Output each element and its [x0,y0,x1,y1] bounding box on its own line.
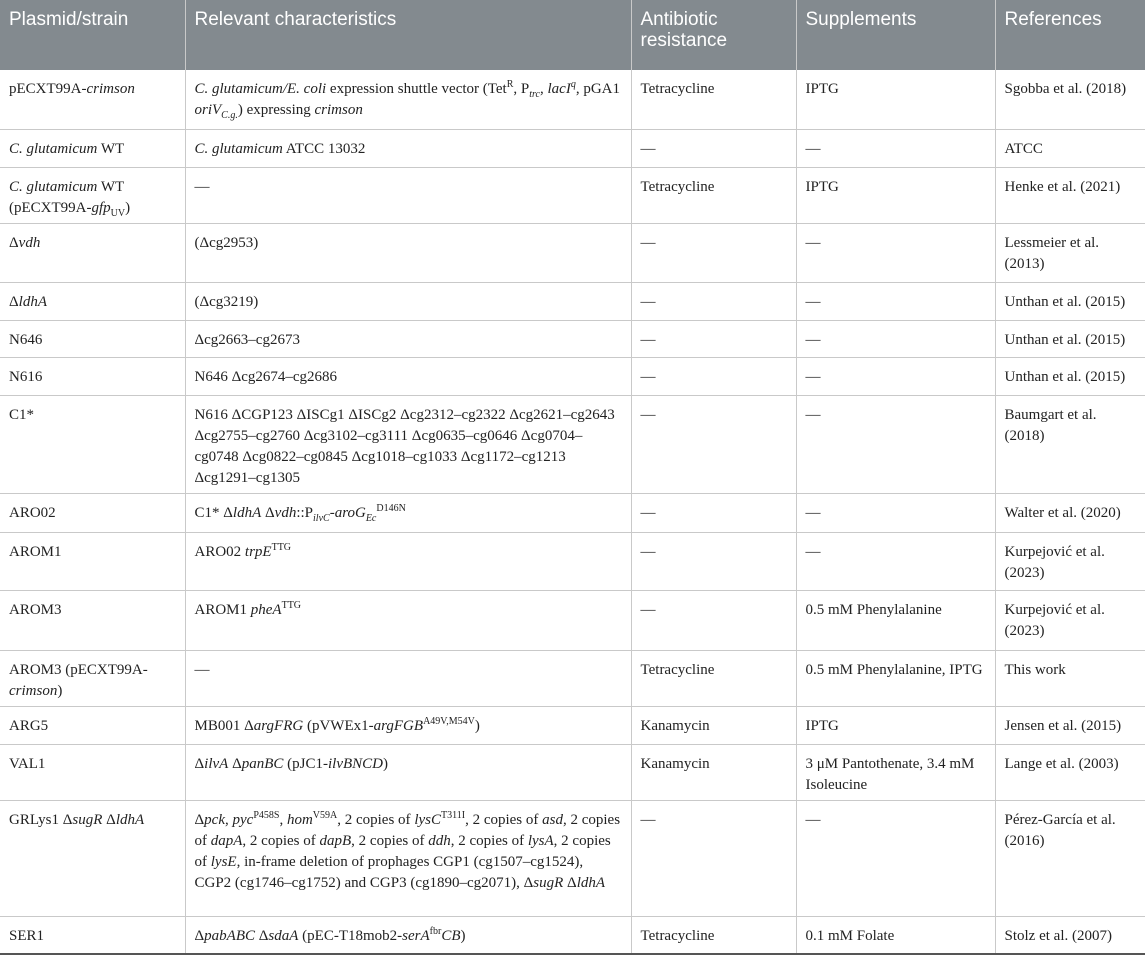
cell-text-segment: — [194,178,210,195]
cell-text-segment: N616 ΔCGP123 ΔISCg1 ΔISCg2 Δcg2312–cg2322 Δcg2621–cg2643 Δcg2755–cg2760 Δcg3102–cg3111 Δcg0635–cg0646 Δcg0704–cg0748 Δcg0822–cg0845 Δcg1018–cg1033 Δcg1172–cg1213 Δcg1291–cg1305 [194,406,615,486]
cell-text-segment: ilvA [204,755,229,772]
header-plasmid-strain: Plasmid/strain [0,0,185,70]
table-row [0,223,1145,282]
cell-text-segment: (pJC1- [283,755,328,772]
cell-plasmid-strain [0,395,185,493]
cell-reference: Unthan et al. (2015) [995,320,1145,357]
cell-text-segment: AROM3 [9,601,62,618]
cell-text-segment: ldhA [115,811,145,828]
cell-text-segment: ldhA [576,874,606,891]
cell-reference: Lange et al. (2003) [995,744,1145,800]
cell-reference: Jensen et al. (2015) [995,706,1145,744]
cell-text-segment: ARO02 [194,543,245,560]
cell-text-segment: , 2 copies of [337,811,415,828]
cell-text-segment: sugR [533,874,564,891]
cell-reference: Stolz et al. (2007) [995,916,1145,954]
superscript-text: D146N [376,502,406,514]
cell-text-segment: Δ [9,293,19,310]
cell-text-segment: Δ [228,755,242,772]
subscript-text: trc [529,89,540,100]
cell-plasmid-strain [0,223,185,282]
cell-relevant-characteristics [185,282,631,320]
cell-text-segment: trpE [244,543,272,560]
table-row [0,129,1145,167]
cell-relevant-characteristics [185,357,631,395]
cell-text-segment: C. glutamicum/E. coli [194,81,327,97]
table-row [0,167,1145,223]
cell-text-segment: ARG5 [9,717,49,734]
cell-relevant-characteristics [185,395,631,493]
table-row [0,70,1145,129]
cell-text-segment: N616 [9,368,43,385]
cell-text-segment: (Δcg3219) [194,293,259,310]
cell-supplements: IPTG [796,167,995,223]
cell-relevant-characteristics [185,706,631,744]
cell-text-segment: , pGA1 [575,81,620,97]
cell-text-segment: ARO02 [9,504,56,521]
cell-text-segment: C1* Δ [194,504,233,521]
cell-text-segment: ldhA [18,293,47,310]
cell-text-segment: (pEC-T18mob2- [298,927,403,944]
table-body [0,70,1145,954]
cell-supplements: 0.5 mM Phenylalanine [796,590,995,650]
cell-plasmid-strain [0,916,185,954]
cell-supplements: 0.1 mM Folate [796,916,995,954]
table-row [0,916,1145,954]
cell-antibiotic-resistance: Tetracycline [631,70,796,129]
cell-text-segment: Δ [194,927,205,944]
cell-text-segment: VAL1 [9,755,46,772]
cell-reference: ATCC [995,129,1145,167]
superscript-text: V59A [312,809,338,821]
superscript-text: fbr [429,925,442,937]
cell-plasmid-strain [0,744,185,800]
cell-text-segment: lacI [547,81,571,97]
cell-text-segment: dapA [210,832,243,849]
cell-antibiotic-resistance: — [631,493,796,532]
header-antibiotic-resistance: Antibiotic resistance [631,0,796,70]
cell-text-segment: ) expressing [237,102,315,118]
cell-supplements: — [796,532,995,590]
cell-text-segment: , 2 copies of [194,811,621,849]
cell-antibiotic-resistance: — [631,532,796,590]
cell-text-segment: asd [542,811,563,828]
table-row [0,493,1145,532]
cell-text-segment: ) [474,717,480,734]
cell-relevant-characteristics [185,223,631,282]
cell-text-segment: serA [402,927,430,944]
cell-text-segment: , 2 copies of [351,832,429,849]
subscript-text: UV [110,207,126,219]
cell-text-segment: hom [286,811,313,828]
cell-text-segment: C. glutamicum [9,178,98,195]
cell-text-segment: (Δcg2953) [194,234,259,251]
cell-relevant-characteristics [185,744,631,800]
cell-text-segment: C1* [9,406,35,423]
cell-supplements: — [796,223,995,282]
cell-plasmid-strain [0,590,185,650]
cell-antibiotic-resistance: — [631,395,796,493]
cell-text-segment: panBC [241,755,284,772]
cell-text-segment: , [279,811,287,828]
cell-antibiotic-resistance: Tetracycline [631,650,796,706]
cell-supplements: — [796,800,995,916]
cell-text-segment: aroG [334,504,366,521]
superscript-text: A49V,M54V [423,715,475,727]
cell-text-segment: ddh [428,832,451,849]
cell-text-segment: expression shuttle vector (Tet [326,81,507,97]
cell-text-segment: C. glutamicum [194,140,283,157]
cell-reference: Lessmeier et al. (2013) [995,223,1145,282]
cell-text-segment: , 2 copies of [194,832,611,870]
cell-text-segment: lysE [210,853,237,870]
cell-antibiotic-resistance: — [631,282,796,320]
cell-text-segment: - [329,504,335,521]
table-row [0,320,1145,357]
cell-text-segment: pECXT99A- [9,81,87,97]
cell-text-segment: , in-frame deletion of prophages CGP1 (cg1507–cg1524), CGP2 (cg1746–cg1752) and CGP3 (cg1890–cg2071), Δ [194,853,584,891]
cell-text-segment: vdh [274,504,297,521]
cell-supplements: — [796,357,995,395]
cell-text-segment: , [540,81,548,97]
cell-text-segment: ) [57,682,63,699]
cell-text-segment: (pVWEx1- [303,717,374,734]
table-row [0,744,1145,800]
cell-reference: Baumgart et al. (2018) [995,395,1145,493]
cell-text-segment: pheA [250,601,282,618]
cell-text-segment: N646 Δcg2674–cg2686 [194,368,338,385]
cell-plasmid-strain [0,357,185,395]
cell-text-segment: ::P [296,504,314,521]
subscript-text: Ec [365,512,377,524]
cell-reference: Kurpejović et al. (2023) [995,532,1145,590]
table-row [0,357,1145,395]
cell-text-segment: CB [441,927,461,944]
cell-text-segment: Δ [194,755,205,772]
cell-text-segment: ) [382,755,388,772]
cell-text-segment: ATCC 13032 [282,140,366,157]
cell-text-segment: sdaA [268,927,299,944]
cell-text-segment: sugR [72,811,103,828]
cell-text-segment: SER1 [9,927,45,944]
cell-reference: Unthan et al. (2015) [995,357,1145,395]
cell-antibiotic-resistance: — [631,800,796,916]
cell-text-segment: ) [125,199,131,216]
cell-relevant-characteristics [185,320,631,357]
cell-reference: Unthan et al. (2015) [995,282,1145,320]
cell-reference: Walter et al. (2020) [995,493,1145,532]
cell-reference: Henke et al. (2021) [995,167,1145,223]
cell-text-segment: dapB [319,832,352,849]
cell-text-segment: , [224,811,233,828]
cell-plasmid-strain [0,650,185,706]
cell-reference: Pérez-García et al. (2016) [995,800,1145,916]
superscript-text: P458S [253,809,280,821]
cell-relevant-characteristics [185,167,631,223]
cell-text-segment: , 2 copies of [242,832,320,849]
cell-text-segment: argFGB [373,717,424,734]
header-supplements: Supplements [796,0,995,70]
cell-text-segment: C. glutamicum [9,140,98,157]
cell-plasmid-strain [0,706,185,744]
cell-antibiotic-resistance: — [631,357,796,395]
cell-text-segment: , 2 copies of [465,811,543,828]
cell-relevant-characteristics [185,70,631,129]
cell-plasmid-strain [0,493,185,532]
table-row [0,650,1145,706]
cell-text-segment: vdh [18,234,41,251]
cell-relevant-characteristics [185,532,631,590]
cell-relevant-characteristics [185,493,631,532]
cell-text-segment: N646 [9,331,43,348]
superscript-text: TTG [271,541,292,553]
cell-text-segment: ldhA [232,504,262,521]
table-row [0,532,1145,590]
cell-text-segment: Δ [9,234,19,251]
cell-supplements: — [796,282,995,320]
cell-text-segment: oriV [194,102,222,118]
cell-plasmid-strain [0,800,185,916]
cell-antibiotic-resistance: — [631,320,796,357]
cell-text-segment: Δ [194,811,205,828]
cell-text-segment: Δ [102,811,116,828]
cell-text-segment: pck [204,811,225,828]
cell-text-segment: ilvBNCD [327,755,383,772]
table-row [0,706,1145,744]
table-row [0,800,1145,916]
cell-text-segment: AROM1 [194,601,251,618]
cell-antibiotic-resistance: — [631,223,796,282]
cell-text-segment: argFRG [253,717,304,734]
cell-antibiotic-resistance: Kanamycin [631,744,796,800]
cell-supplements: 3 μM Pantothenate, 3.4 mM Isoleucine [796,744,995,800]
cell-text-segment: ) [460,927,466,944]
cell-text-segment: pyc [232,811,254,828]
cell-text-segment: Δ [255,927,269,944]
cell-antibiotic-resistance: — [631,129,796,167]
cell-text-segment: — [194,661,210,678]
cell-text-segment: lysC [414,811,441,828]
cell-text-segment: lysA [527,832,554,849]
cell-text-segment: WT [97,140,125,157]
cell-text-segment: MB001 Δ [194,717,254,734]
header-references: References [995,0,1145,70]
cell-text-segment: , 2 copies of [450,832,528,849]
cell-relevant-characteristics [185,590,631,650]
cell-supplements: — [796,493,995,532]
cell-text-segment: GRLys1 Δ [9,811,73,828]
table-row [0,282,1145,320]
superscript-text: T311I [440,809,466,821]
cell-text-segment: , P [513,81,530,97]
cell-text-segment: crimson [86,81,135,97]
cell-supplements: — [796,395,995,493]
superscript-text: TTG [281,599,302,611]
cell-plasmid-strain [0,129,185,167]
cell-supplements: IPTG [796,70,995,129]
cell-relevant-characteristics [185,916,631,954]
cell-relevant-characteristics [185,800,631,916]
cell-antibiotic-resistance: Kanamycin [631,706,796,744]
cell-plasmid-strain [0,167,185,223]
cell-supplements: — [796,320,995,357]
cell-text-segment: WT (pECXT99A- [9,178,124,216]
table-header [0,0,1145,70]
cell-text-segment: Δcg2663–cg2673 [194,331,300,348]
superscript-text: q [570,79,576,90]
cell-antibiotic-resistance: Tetracycline [631,916,796,954]
cell-reference: Kurpejović et al. (2023) [995,590,1145,650]
cell-text-segment: Δ [261,504,275,521]
cell-text-segment: Δ [563,874,577,891]
cell-supplements: 0.5 mM Phenylalanine, IPTG [796,650,995,706]
cell-text-segment: AROM1 [9,543,62,560]
subscript-text: C.g. [221,110,238,121]
header-relevant-characteristics: Relevant characteristics [185,0,631,70]
cell-reference: This work [995,650,1145,706]
table-row [0,395,1145,493]
table-row [0,590,1145,650]
cell-reference: Sgobba et al. (2018) [995,70,1145,129]
cell-plasmid-strain [0,320,185,357]
cell-text-segment: crimson [314,102,363,118]
cell-plasmid-strain [0,532,185,590]
cell-text-segment: pabABC [204,927,255,944]
cell-text-segment: crimson [9,682,58,699]
cell-text-segment: AROM3 (pECXT99A- [9,661,148,678]
cell-antibiotic-resistance: — [631,590,796,650]
cell-supplements: — [796,129,995,167]
cell-supplements: IPTG [796,706,995,744]
cell-relevant-characteristics [185,650,631,706]
superscript-text: R [506,79,514,90]
cell-relevant-characteristics [185,129,631,167]
cell-plasmid-strain [0,70,185,129]
subscript-text: ilvC [313,512,330,524]
header-row [0,0,1145,70]
cell-plasmid-strain [0,282,185,320]
cell-text-segment: gfp [91,199,111,216]
cell-antibiotic-resistance: Tetracycline [631,167,796,223]
